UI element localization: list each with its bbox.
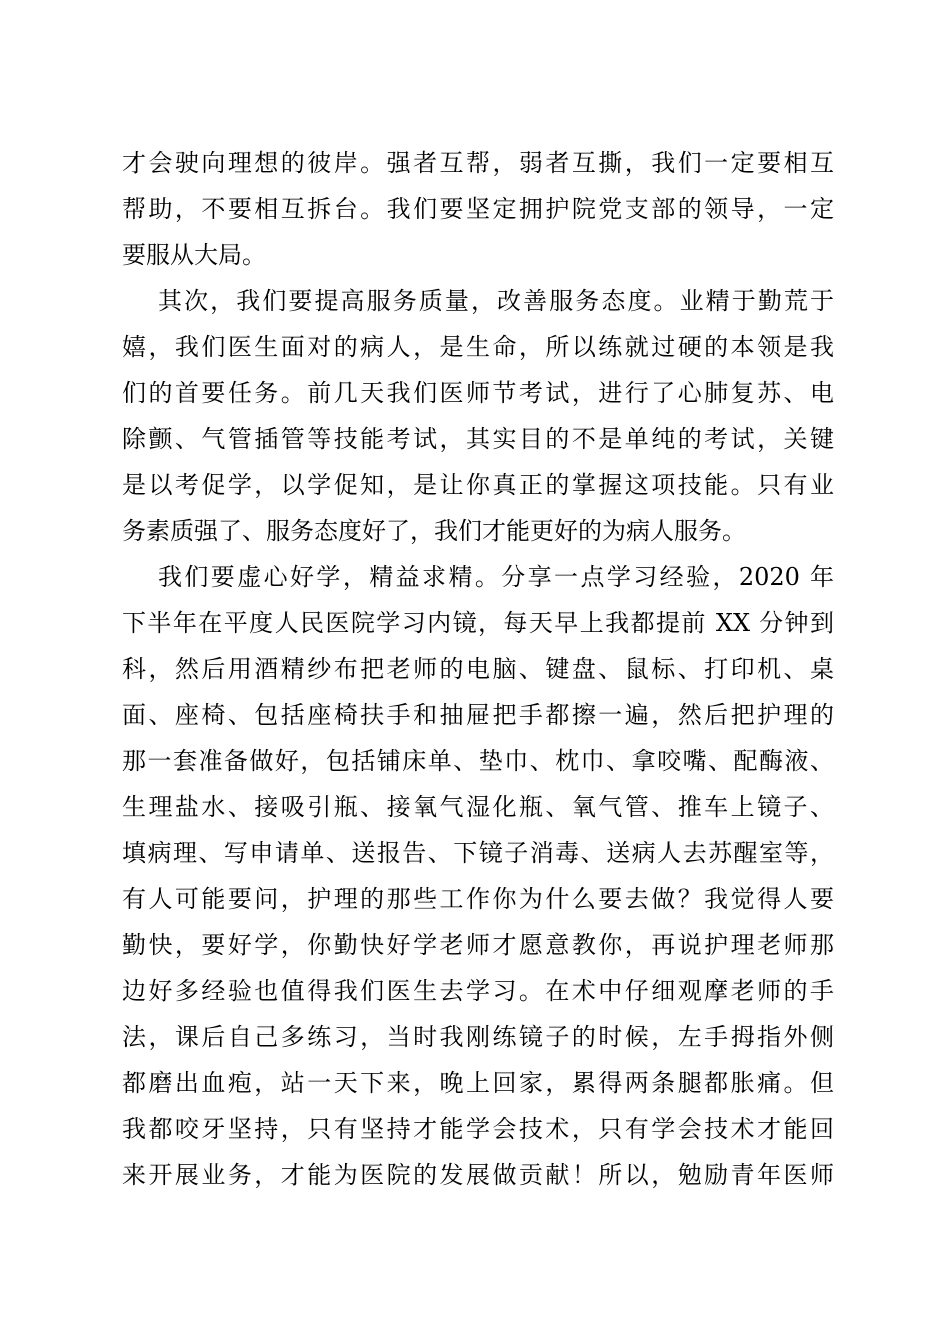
body-text	[122, 140, 834, 1198]
text-line: 勤快，要好学，你勤快好学老师才愿意教你，再说护理老师那	[122, 931, 834, 959]
paragraph	[122, 140, 834, 278]
paragraph	[122, 554, 834, 1198]
text-line: 边好多经验也值得我们医生去学习。在术中仔细观摩老师的手	[122, 977, 834, 1005]
text-line: 我都咬牙坚持，只有坚持才能学会技术，只有学会技术才能回	[122, 1115, 834, 1143]
text-line: 是以考促学，以学促知，是让你真正的掌握这项技能。只有业	[122, 471, 834, 499]
text-line: 才会驶向理想的彼岸。强者互帮，弱者互撕，我们一定要相互	[122, 149, 834, 177]
text-line: 面、座椅、包括座椅扶手和抽屉把手都擦一遍，然后把护理的	[122, 701, 834, 729]
text-line: 生理盐水、接吸引瓶、接氧气湿化瓶、氧气管、推车上镜子、	[122, 793, 834, 821]
text-line: 科，然后用酒精纱布把老师的电脑、键盘、鼠标、打印机、桌	[122, 655, 834, 683]
text-line: 除颤、气管插管等技能考试，其实目的不是单纯的考试，关键	[122, 425, 834, 453]
text-line: 我们要虚心好学，精益求精。分享一点学习经验，2020 年	[158, 563, 834, 591]
text-line: 那一套准备做好，包括铺床单、垫巾、枕巾、拿咬嘴、配酶液、	[122, 747, 834, 775]
text-line: 填病理、写申请单、送报告、下镜子消毒、送病人去苏醒室等，	[122, 839, 834, 867]
text-line: 们的首要任务。前几天我们医师节考试，进行了心肺复苏、电	[122, 379, 834, 407]
text-line: 都磨出血疱，站一天下来，晚上回家，累得两条腿都胀痛。但	[122, 1069, 834, 1097]
text-line: 来开展业务，才能为医院的发展做贡献！所以，勉励青年医师	[122, 1161, 834, 1189]
text-line: 有人可能要问，护理的那些工作你为什么要去做？我觉得人要	[122, 885, 834, 913]
text-line: 务素质强了、服务态度好了，我们才能更好的为病人服务。	[122, 517, 746, 545]
text-line: 其次，我们要提高服务质量，改善服务态度。业精于勤荒于	[158, 287, 834, 315]
paragraph	[122, 278, 834, 554]
text-line: 嬉，我们医生面对的病人，是生命，所以练就过硬的本领是我	[122, 333, 834, 361]
text-line: 下半年在平度人民医院学习内镜，每天早上我都提前 XX 分钟到	[122, 609, 834, 637]
text-line: 帮助，不要相互拆台。我们要坚定拥护院党支部的领导，一定	[122, 195, 834, 223]
text-line: 要服从大局。	[122, 241, 266, 269]
text-line: 法，课后自己多练习，当时我刚练镜子的时候，左手拇指外侧	[122, 1023, 834, 1051]
